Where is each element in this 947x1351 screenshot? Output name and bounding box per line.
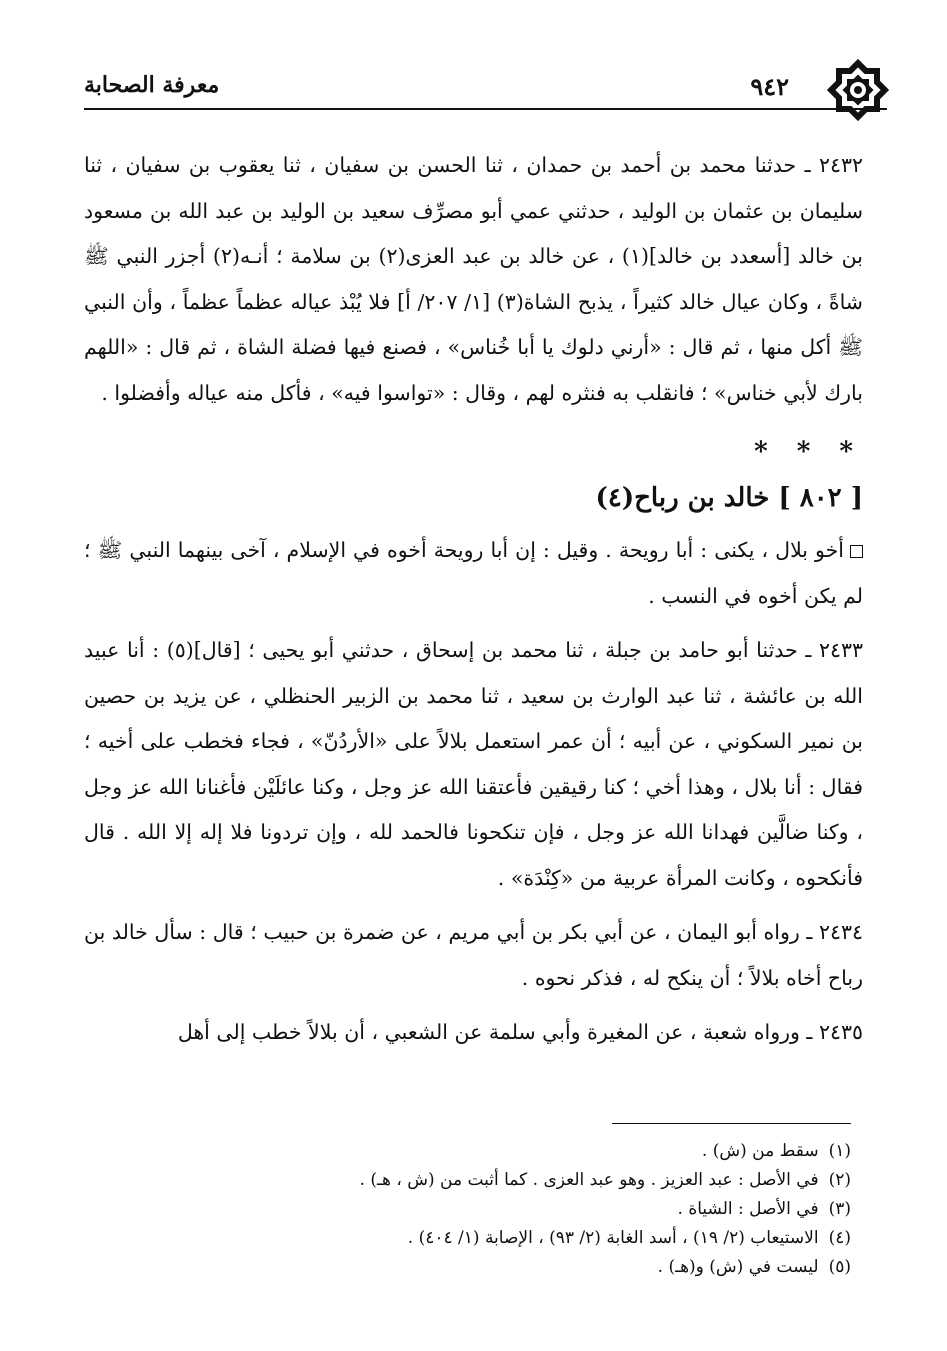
footnote-text: في الأصل : الشياة . [677,1199,819,1219]
footnote-number: (٣) [828,1199,851,1219]
running-title: معرفة الصحابة [84,72,220,98]
footnote-number: (١) [828,1141,851,1161]
intro-text: أخو بلال ، يكنى : أبا رويحة . وقيل : إن أبا رويحة أخوه في الإسلام ، آخى بينهما النبي ﷺ ؛ لم يكن أخوه في النسب . [84,538,863,608]
footnote-rule [612,1123,851,1124]
footnote-text: الاستيعاب (٢/ ١٩) ، أسد الغابة (٢/ ٩٣) ، الإصابة (١/ ٤٠٤) . [407,1228,819,1248]
section-separator: * * * [754,437,863,467]
main-text [84,143,863,1065]
footnotes [96,1137,851,1282]
footnote [96,1224,851,1253]
footnote [96,1166,851,1195]
footnote-number: (٤) [828,1228,851,1248]
hadith-2433: ٢٤٣٣ ـ حدثنا أبو حامد بن جبلة ، ثنا محمد بن إسحاق ، حدثني أبو يحيى ؛ [قال](٥) : أنا عبيد الله بن عائشة ، ثنا عبد الوارث بن سعيد ، ثنا محمد بن الزبير الحنظلي ، عن يزيد بن حصين بن نمير السكوني ، عن أبيه ؛ أن عمر استعمل بلالاً على «الأردُنّ» ، فجاء فخطب على أخيه ؛ فقال : أنا بلال ، وهذا أخي ؛ كنا رقيقين فأعتقنا الله عز وجل ، وكنا عائلَيْن فأغنانا الله عز وجل ، وكنا ضالَّين فهدانا الله عز وجل ، فإن تنكحونا فالحمد لله ، وإن تردونا فلا إله إلا الله . قال فأنكحوه ، وكانت المرأة عربية من «كِنْدَة» . [84,638,863,890]
hadith-2435: ٢٤٣٥ ـ ورواه شعبة ، عن المغيرة وأبي سلمة عن الشعبي ، أن بلالاً خطب إلى أهل [177,1020,863,1044]
hadith-2434: ٢٤٣٤ ـ رواه أبو اليمان ، عن أبي بكر بن أبي مريم ، عن ضمرة بن حبيب ؛ قال : سأل خالد بن رباح أخاه بلالاً ؛ أن ينكح له ، فذكر نحوه . [84,920,863,990]
page-number: ٩٤٢ [750,72,789,101]
square-marker-icon [850,545,863,558]
footnote-text: ليست في (ش) و(هـ) . [657,1257,819,1277]
footnote-text: في الأصل : عبد العزيز . وهو عبد العزى . كما أثبت من (ش ، هـ) . [359,1170,819,1190]
page-header [84,70,847,110]
footnote [96,1253,851,1282]
intro-paragraph [84,528,863,619]
footnote-text: سقط من (ش) . [701,1141,819,1161]
footnote-number: (٥) [828,1257,851,1277]
hadith-2432: ٢٤٣٢ ـ حدثنا محمد بن أحمد بن حمدان ، ثنا الحسن بن سفيان ، ثنا يعقوب بن سفيان ، ثنا سليمان بن عثمان بن الوليد ، حدثني عمي أبو مصرِّف سعيد بن الوليد بن عبد الله بن مسعود بن خالد [أسعدد بن خالد](١) ، عن خالد بن عبد العزى(٢) بن سلامة ؛ أنـه(٢) أجزر النبي ﷺ شاةً ، وكان عيال خالد كثيراً ، يذبح الشاة(٣) [١/ ٢٠٧/ أ] فلا يُبْذ عياله عظماً عظماً ، وأن النبي ﷺ أكل منها ، ثم قال : «أرني دلوك يا أبا خُناس» ، فصنع فيها فضلة الشاة ، ثم قال : «اللهم بارك لأبي خناس» ؛ فانقلب به فنثره لهم ، وقال : «تواسوا فيه» ، فأكل منه عياله وأفضلوا . [84,153,863,405]
header-rule [84,108,887,110]
footnote [96,1195,851,1224]
footnote [96,1137,851,1166]
footnote-number: (٢) [828,1170,851,1190]
chapter-title: [ ٨٠٢ ] خالد بن رباح(٤) [595,483,863,513]
